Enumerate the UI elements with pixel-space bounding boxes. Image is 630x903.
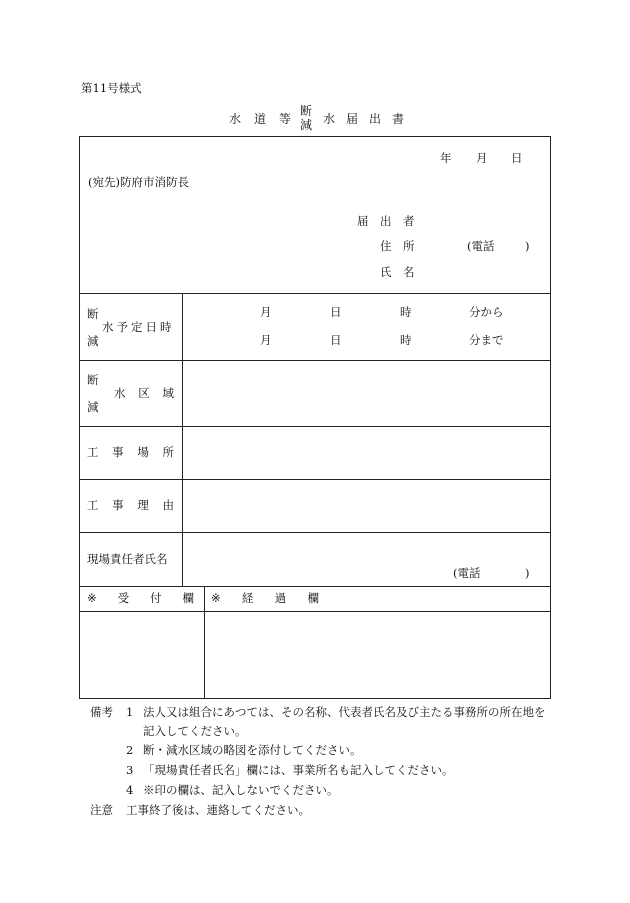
label-char: 工 [87,498,99,512]
note-number: 3 [126,763,134,777]
schedule-label-gen: 減 [87,334,99,348]
label-char: 工 [87,445,99,459]
to-hour: 時 [400,333,412,347]
title-char: 道 [254,112,267,126]
title-char: 書 [392,112,405,126]
remarks-label: 備考 [90,705,113,719]
title-char-dan: 断 [300,104,313,118]
from-minute: 分から [469,305,504,319]
addressee: (宛先)防府市消防長 [88,175,189,189]
reception-label [87,593,194,605]
note-text: 断・減水区域の略図を添付してください。 [143,743,362,757]
label-char: ※ [87,591,97,605]
label-char: 場 [137,445,149,459]
caution-text: 工事終了後は、連絡してください。 [126,803,310,817]
row-divider [80,426,550,427]
progress-label [211,593,319,605]
site-manager-label: 現場責任者氏名 [87,552,168,566]
date-year: 年 [440,151,452,165]
label-char: 欄 [307,591,319,605]
site-manager-phone-label: (電話 [453,566,481,580]
column-divider [204,586,205,698]
form-table [79,136,551,699]
note-text: 「現場責任者氏名」欄には、事業所名も記入してください。 [143,763,454,777]
name-label: 氏 名 [380,265,415,279]
applicant-phone-label: (電話 [467,239,495,253]
applicant-phone-close: ) [525,239,530,253]
row-divider [80,479,550,480]
title-char-gen: 減 [300,118,313,132]
note-number: 1 [126,705,134,719]
label-char: 事 [112,445,124,459]
note-number: 2 [126,743,134,757]
to-day: 日 [330,333,342,347]
label-char: 経 [241,591,254,605]
title-char: 届 [346,112,359,126]
note-number: 4 [126,783,134,797]
label-char: 所 [162,445,174,459]
address-label: 住 所 [380,239,415,253]
title-char: 水 [229,112,242,126]
label-char: 事 [112,498,124,512]
row-divider [80,293,550,294]
from-month: 月 [260,305,272,319]
form-number: 第11号様式 [81,81,142,95]
label-char: 水 [114,386,126,400]
work-site-label [87,447,174,459]
work-reason-label [87,500,174,512]
area-label [114,388,174,400]
label-char: 付 [150,591,162,605]
note-text: 記入してください。 [143,724,247,738]
note-text: 法人又は組合にあつては、その名称、代表者氏名及び主たる事務所の所在地を [143,705,546,719]
document-title [0,104,630,132]
to-minute: 分まで [469,333,504,347]
date-month: 月 [476,151,488,165]
from-hour: 時 [400,305,412,319]
date-day: 日 [511,151,523,165]
label-char: 過 [274,591,287,605]
area-label-dan: 断 [87,373,99,387]
label-char: ※ [211,591,221,605]
caution-label: 注意 [90,803,113,817]
label-char: 受 [117,591,130,605]
title-char: 等 [279,112,292,126]
row-divider [80,360,550,361]
label-char: 由 [162,498,174,512]
row-divider [80,586,550,587]
note-text: ※印の欄は、記入しないでください。 [143,783,339,797]
schedule-label-dan: 断 [87,307,99,321]
label-char: 区 [138,386,150,400]
column-divider [182,293,183,586]
label-char: 理 [137,498,149,512]
schedule-label: 水予定日時 [102,320,175,334]
title-char: 出 [369,112,382,126]
site-manager-phone-close: ) [525,566,530,580]
title-char: 水 [323,112,336,126]
label-char: 域 [162,386,174,400]
area-label-gen: 減 [87,400,99,414]
from-day: 日 [330,305,342,319]
label-char: 欄 [182,591,194,605]
applicant-label: 届 出 者 [357,214,415,228]
row-divider [80,611,550,612]
row-divider [80,532,550,533]
to-month: 月 [260,333,272,347]
